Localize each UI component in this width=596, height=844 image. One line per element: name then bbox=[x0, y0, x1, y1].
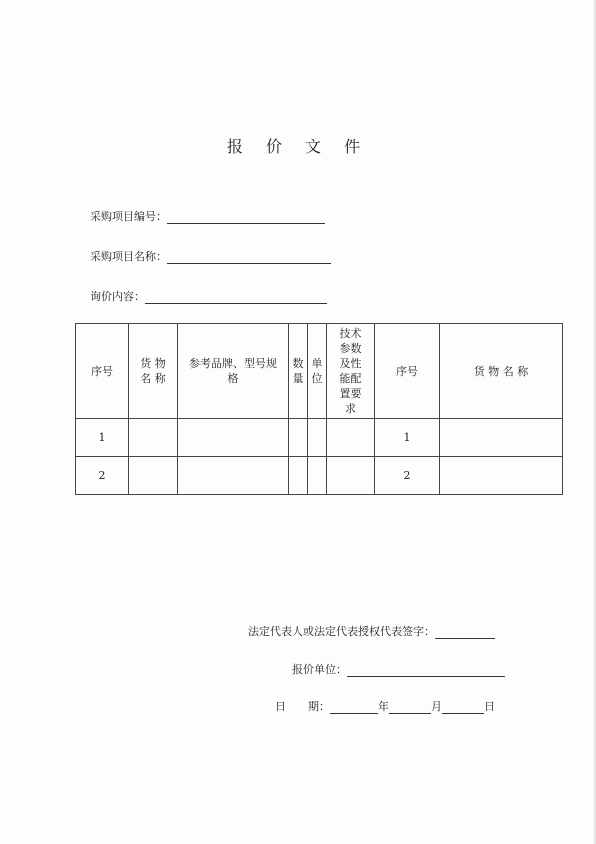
header-cell bbox=[76, 324, 129, 419]
quote-unit-field bbox=[292, 661, 505, 677]
header-cell bbox=[440, 324, 563, 419]
header-seq: 序号 bbox=[91, 364, 113, 378]
table-header-row bbox=[76, 324, 563, 419]
header-tech-params: 技术 参数 及性 能配 置要 求 bbox=[339, 327, 362, 415]
project-number-label: 采购项目编号： bbox=[90, 210, 167, 223]
project-name-blank[interactable] bbox=[167, 253, 331, 264]
table-cell[interactable] bbox=[440, 457, 563, 495]
year-label: 年 bbox=[378, 700, 389, 713]
table-cell[interactable] bbox=[308, 457, 327, 495]
table-cell: 2 bbox=[375, 457, 440, 495]
table-cell: 1 bbox=[375, 419, 440, 457]
project-name-field bbox=[90, 248, 331, 264]
table-cell[interactable] bbox=[440, 419, 563, 457]
header-cell bbox=[178, 324, 289, 419]
quote-table bbox=[75, 323, 563, 495]
header-unit: 单 位 bbox=[311, 357, 323, 385]
date-field bbox=[275, 698, 495, 714]
table-cell[interactable] bbox=[327, 419, 375, 457]
header-cell bbox=[289, 324, 308, 419]
project-number-field bbox=[90, 208, 325, 224]
representative-signature-label: 法定代表人或法定代表授权代表签字： bbox=[248, 625, 435, 638]
header-cell bbox=[375, 324, 440, 419]
document-title: 报 价 文 件 bbox=[226, 137, 370, 156]
table-cell[interactable] bbox=[308, 419, 327, 457]
quote-unit-label: 报价单位： bbox=[292, 663, 347, 676]
table-row bbox=[76, 457, 563, 495]
inquiry-content-field bbox=[90, 288, 327, 304]
table-cell[interactable] bbox=[289, 419, 308, 457]
header-goods-name-2: 货 物 名 称 bbox=[473, 364, 529, 378]
table-cell[interactable] bbox=[327, 457, 375, 495]
year-blank[interactable] bbox=[330, 703, 378, 714]
table-cell[interactable] bbox=[178, 419, 289, 457]
inquiry-content-blank[interactable] bbox=[145, 293, 327, 304]
inquiry-content-label: 询价内容： bbox=[90, 290, 145, 303]
day-label: 日 bbox=[484, 700, 495, 713]
month-label: 月 bbox=[431, 700, 442, 713]
representative-signature-field bbox=[248, 623, 495, 639]
table-cell[interactable] bbox=[129, 457, 178, 495]
header-cell bbox=[129, 324, 178, 419]
table-row bbox=[76, 419, 563, 457]
quote-unit-blank[interactable] bbox=[347, 666, 505, 677]
header-seq-2: 序号 bbox=[396, 364, 418, 378]
date-label: 日 期： bbox=[275, 700, 330, 713]
project-name-label: 采购项目名称： bbox=[90, 250, 167, 263]
header-goods-name: 货 物 名 称 bbox=[140, 357, 166, 385]
table-cell[interactable] bbox=[289, 457, 308, 495]
representative-signature-blank[interactable] bbox=[435, 628, 495, 639]
header-cell bbox=[327, 324, 375, 419]
table-cell: 2 bbox=[76, 457, 129, 495]
project-number-blank[interactable] bbox=[167, 213, 325, 224]
month-blank[interactable] bbox=[389, 703, 431, 714]
header-brand-model: 参考品牌、型号规 格 bbox=[189, 357, 277, 385]
day-blank[interactable] bbox=[442, 703, 484, 714]
header-cell bbox=[308, 324, 327, 419]
table-cell: 1 bbox=[76, 419, 129, 457]
table-cell[interactable] bbox=[129, 419, 178, 457]
header-quantity: 数 量 bbox=[292, 357, 304, 385]
table-cell[interactable] bbox=[178, 457, 289, 495]
